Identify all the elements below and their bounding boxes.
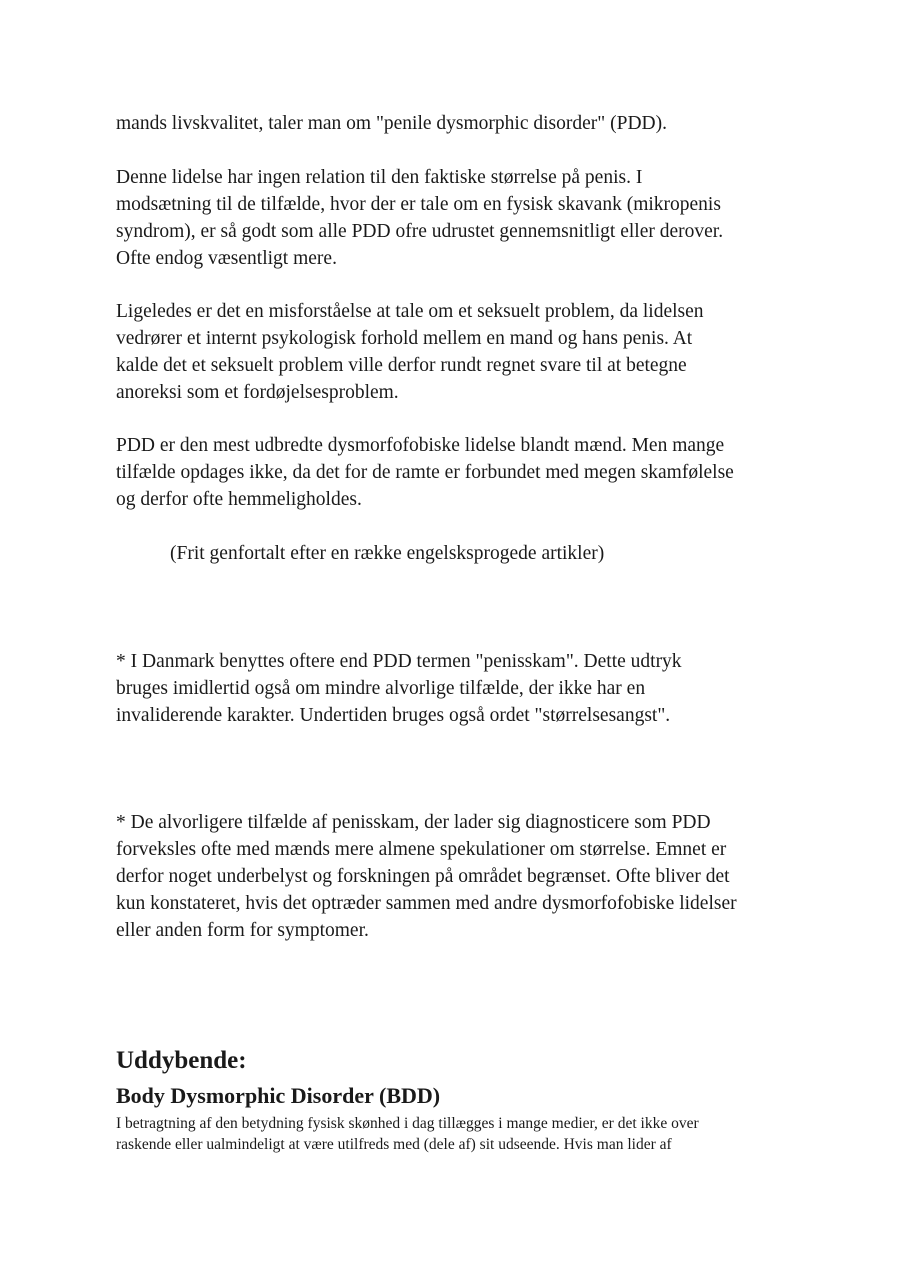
text-line: Denne lidelse har ingen relation til den faktiske størrelse på penis. I [116, 167, 643, 188]
text-line: modsætning til de tilfælde, hvor der er tale om en fysisk skavank (mikropenis [116, 194, 721, 215]
section-subheading: Body Dysmorphic Disorder (BDD) [116, 1083, 441, 1108]
text-line: syndrom), er så godt som alle PDD ofre udrustet gennemsnitligt eller derover. [116, 221, 724, 242]
text-line: tilfælde opdages ikke, da det for de ramte er forbundet med megen skamfølelse [116, 462, 734, 483]
footnote-penisskam [116, 648, 682, 729]
text-line: Ligeledes er det en misforståelse at tale om et seksuelt problem, da lidelsen [116, 301, 704, 322]
text-line: * De alvorligere tilfælde af penisskam, der lader sig diagnosticere som PDD [116, 812, 711, 833]
text-line: Ofte endog væsentligt mere. [116, 248, 337, 269]
text-line: og derfor ofte hemmeligholdes. [116, 489, 362, 510]
section-body [116, 1113, 699, 1155]
text-line: raskende eller ualmindeligt at være utilfreds med (dele af) sit udseende. Hvis man lider af [116, 1136, 672, 1153]
text-line: bruges imidlertid også om mindre alvorlige tilfælde, der ikke har en [116, 678, 646, 699]
text-line: eller anden form for symptomer. [116, 920, 369, 941]
footnote-severe-cases [116, 809, 737, 944]
text-line: invaliderende karakter. Undertiden bruges også ordet "størrelsesangst". [116, 705, 671, 726]
text-line: kalde det et seksuelt problem ville derfor rundt regnet svare til at betegne [116, 355, 687, 376]
text-line: forveksles ofte med mænds mere almene spekulationer om størrelse. Emnet er [116, 839, 727, 860]
text-line: kun konstateret, hvis det optræder sammen med andre dysmorfofobiske lidelser [116, 893, 737, 914]
text-line: * I Danmark benyttes oftere end PDD termen "penisskam". Dette udtryk [116, 651, 682, 672]
source-note: (Frit genfortalt efter en række engelsksprogede artikler) [170, 543, 605, 564]
text-line: PDD er den mest udbredte dysmorfofobiske lidelse blandt mænd. Men mange [116, 435, 725, 456]
text-line: I betragtning af den betydning fysisk skønhed i dag tillægges i mange medier, er det ikke over [116, 1115, 699, 1132]
text-line: vedrører et internt psykologisk forhold mellem en mand og hans penis. At [116, 328, 693, 349]
text-line: derfor noget underbelyst og forskningen på området begrænset. Ofte bliver det [116, 866, 730, 887]
intro-tail-line: mands livskvalitet, taler man om "penile dysmorphic disorder" (PDD). [116, 113, 667, 134]
paragraph-misunderstanding [116, 298, 704, 406]
section-heading: Uddybende: [116, 1047, 247, 1074]
paragraph-prevalence [116, 432, 734, 513]
text-line: anoreksi som et fordøjelsesproblem. [116, 382, 399, 403]
paragraph-size-relation [116, 164, 723, 272]
